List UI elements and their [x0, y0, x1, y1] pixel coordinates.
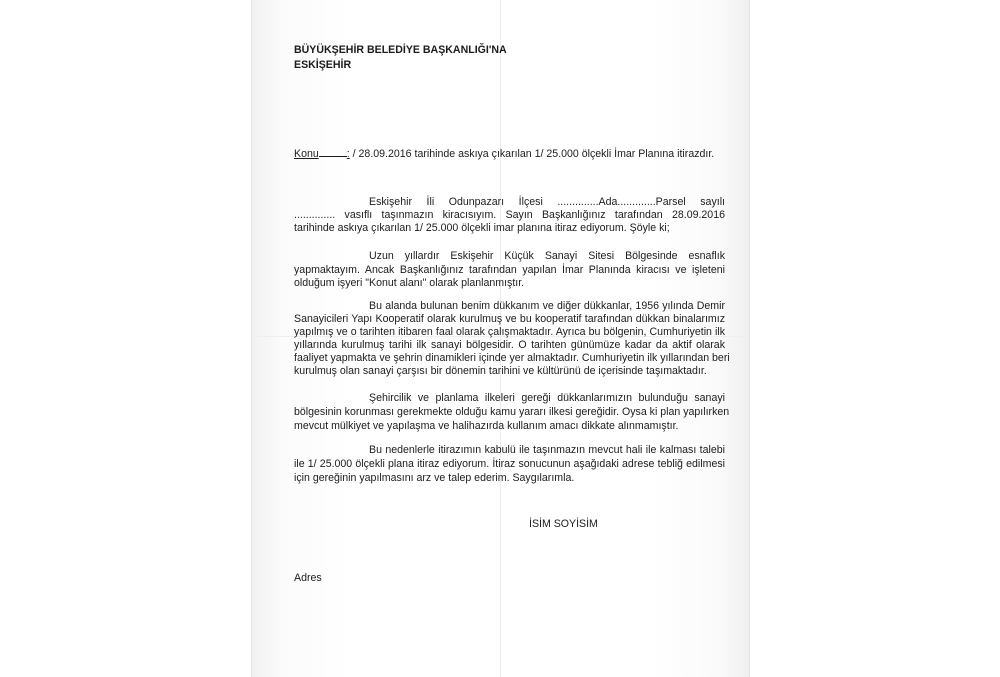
subject-colon: : [346, 148, 350, 160]
paragraph-1-line-2: .............. vasıflı taşınmazın kiracısıyım. Sayın Başkanlığınız tarafından 28.09.2016 [294, 209, 725, 221]
paragraph-3-line-6: kurulmuş olan sanayi çarşısı bir dönemin tarihini ve kültürünü de içerisinde taşımaktadır. [294, 365, 707, 377]
subject-underline [319, 147, 347, 157]
address-label: Adres [294, 572, 322, 584]
paragraph-3-line-3: yapılmış ve o tarihten itibaren faal olarak çalışmaktadır. Ayrıca bu bölgenin, Cumhuriyetin ilk [294, 326, 725, 338]
paragraph-3-line-4: yıllarında kurulmuş tarihi ilk sanayi bölgesidir. O tarihten günümüze kadar da aktif olarak [294, 339, 725, 351]
paragraph-4-line-1: Şehircilik ve planlama ilkeleri gereği dükkanlarımızın bulunduğu sanayi [369, 392, 725, 404]
paragraph-5-line-1: Bu nedenlerle itirazımın kabulü ile taşınmazın mevcut hali ile kalması talebi [369, 444, 725, 456]
paragraph-3-line-1: Bu alanda bulunan benim dükkanım ve diğer dükkanlar, 1956 yılında Demir [369, 300, 725, 312]
paragraph-1-line-3: tarihinde askıya çıkarılan 1/ 25.000 ölçekli imar planına itiraz ediyorum. Şöyle ki; [294, 222, 670, 234]
paragraph-5-line-3: için gereğinin yapılmasını arz ve talep ederim. Saygılarımla. [294, 472, 575, 484]
paragraph-3-line-5: faaliyet yapmakta ve şehrin dinamikleri içinde yer almaktadır. Cumhuriyetin ilk yıllarından beri [294, 352, 730, 364]
letter-paper [252, 0, 749, 677]
paragraph-2-line-1: Uzun yıllardır Eskişehir Küçük Sanayi Sitesi Bölgesinde esnaflık [369, 250, 725, 262]
paragraph-1-line-1: Eskişehir İli Odunpazarı İlçesi ..............Ada.............Parsel sayılı [369, 196, 725, 208]
paragraph-4-line-2: bölgesinin korunması gerekmekte olduğu kamu yararı ilkesi gereğidir. Oysa ki plan yapılırken [294, 406, 730, 418]
recipient-line-2: ESKİŞEHİR [294, 59, 352, 71]
paragraph-3-line-2: Sanayicileri Yapı Kooperatif olarak kurulmuş ve bu kooperatif tarafından dükkan binalarımız [294, 313, 725, 325]
paragraph-5-line-2: ile 1/ 25.000 ölçekli plana itiraz ediyorum. İtiraz sonucunun aşağıdaki adrese tebliğ edilmesi [294, 458, 725, 470]
subject-line [294, 147, 714, 162]
paragraph-2-line-3: olduğum işyeri "Konut alanı" olarak planlanmıştır. [294, 277, 525, 289]
paragraph-4-line-3: mevcut mülkiyet ve yapılaşma ve halihazırda kullanım amacı dikkate alınmamıştır. [294, 420, 679, 432]
paragraph-2-line-2: yapmaktayım. Ancak Başkanlığınız tarafından yapılan İmar Planında kiracısı ve işleteni [294, 264, 725, 276]
subject-text: / 28.09.2016 tarihinde askıya çıkarılan 1/ 25.000 ölçekli İmar Planına itirazdır. [352, 148, 715, 160]
subject-label: Konu [294, 148, 319, 160]
signature-name: İSİM SOYİSİM [529, 518, 598, 530]
recipient-line-1: BÜYÜKŞEHİR BELEDİYE BAŞKANLIĞI'NA [294, 44, 507, 56]
